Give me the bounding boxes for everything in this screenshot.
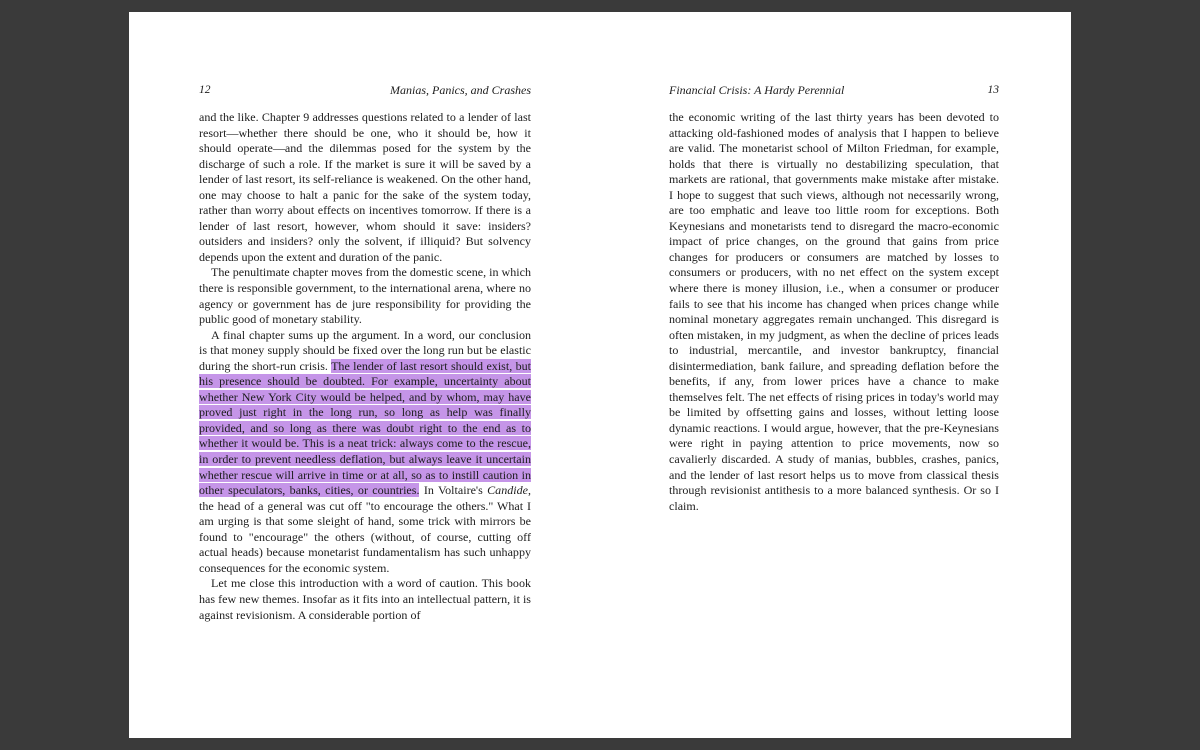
paragraph: The penultimate chapter moves from the domestic scene, in which there is responsible government, to the international arena, where no agency or government has de jure responsibility for providing the public good of monetary stability.: [199, 265, 531, 327]
paragraph: and the like. Chapter 9 addresses questions related to a lender of last resort—whether there should be one, who it should be, how it should operate—and the dilemmas posed for the system by the discharge of such a role. If the market is sure it will be saved by a lender of last resort, its self-reliance is weakened. On the other hand, one may choose to halt a panic for the sake of the system today, rather than worry about effects on incentives tomorrow. If there is a lender of last resort, however, whom should it save: insiders? outsiders and insiders? only the solvent, if illiquid? But solvency depends upon the extent and duration of the panic.: [199, 110, 531, 264]
running-head-right: [669, 82, 999, 98]
paragraph-text: In Voltaire's: [419, 483, 488, 498]
paragraph: the economic writing of the last thirty years has been devoted to attacking old-fashioned modes of analysis that I happen to believe are valid. The monetarist school of Milton Friedman, for example, holds that there is virtually no destabilizing speculation, that markets are rational, that governments make mistake after mistake. I hope to suggest that such views, although not necessarily wrong, are too emphatic and leave too little room for exceptions. Both Keynesians and monetarists tend to disregard the macro-economic impact of price changes, on the ground that gains from price changes for producers or consumers are matched by losses to consumers or producers, with no net effect on the system except where there is money illusion, i.e., when a consumer or producer fails to see that his income has changed when prices change while nominal monetary aggregates remain unchanged. This disregard is often mistaken, in my judgment, as when the decline of prices leads to industrial, mercantile, and investor bankruptcy, financial disintermediation, bank failure, and spreading deflation before the benefits, if any, from lower prices have a chance to make themselves felt. The net effects of rising prices in today's world may be limited by offsetting gains and losses, without letting loose dynamic reactions. I would argue, however, that the pre-Keynesians were right in paying attention to price movements, now so cavalierly discarded. A study of manias, bubbles, crashes, panics, and the lender of last resort helps us to move from classical thesis through revisionist antithesis to a more balanced synthesis. Or so I claim.: [669, 110, 999, 513]
running-title-right: Financial Crisis: A Hardy Perennial: [669, 83, 845, 97]
right-page: [669, 12, 999, 738]
left-page-body: [199, 110, 531, 623]
running-title-left: Manias, Panics, and Crashes: [390, 83, 531, 97]
paragraph: Let me close this introduction with a word of caution. This book has few new themes. Insofar as it fits into an intellectual pattern, it is against revisionism. A considerable portion of: [199, 576, 531, 622]
left-page: [199, 12, 531, 738]
highlighted-text-selection[interactable]: The lender of last resort should exist, but his presence should be doubted. For example, uncertainty about whether New York City would be helped, and by whom, may have proved just right in the long run, so long as help was finally provided, and so long as there was doubt right to the end as to whether it would be. This is a neat trick: always come to the rescue, in order to prevent needless deflation, but always leave it uncertain whether rescue will arrive in time or at all, so as to instill caution in other speculators, banks, cities, or countries.: [199, 358, 531, 498]
book-spread: [129, 12, 1071, 738]
right-page-body: [669, 110, 999, 514]
paragraph-text: A final chapter sums up the argument. In a word, our conclusion is that money supply should be fixed over the long run but be elastic during the short-run crisis.: [199, 327, 531, 373]
paragraph-text: , the head of a general was cut off "to encourage the others." What I am urging is that some sleight of hand, some trick with mirrors be found to "encourage" the others (without, of course, cutting off actual heads) because monetarist fundamentalism has such unhappy consequences for the economic system.: [199, 483, 531, 575]
paragraph: [199, 328, 531, 577]
running-head-left: [199, 82, 531, 98]
page-number-left: 12: [199, 84, 211, 96]
page-number-right: 13: [987, 84, 999, 96]
italic-title: Candide: [487, 483, 528, 498]
